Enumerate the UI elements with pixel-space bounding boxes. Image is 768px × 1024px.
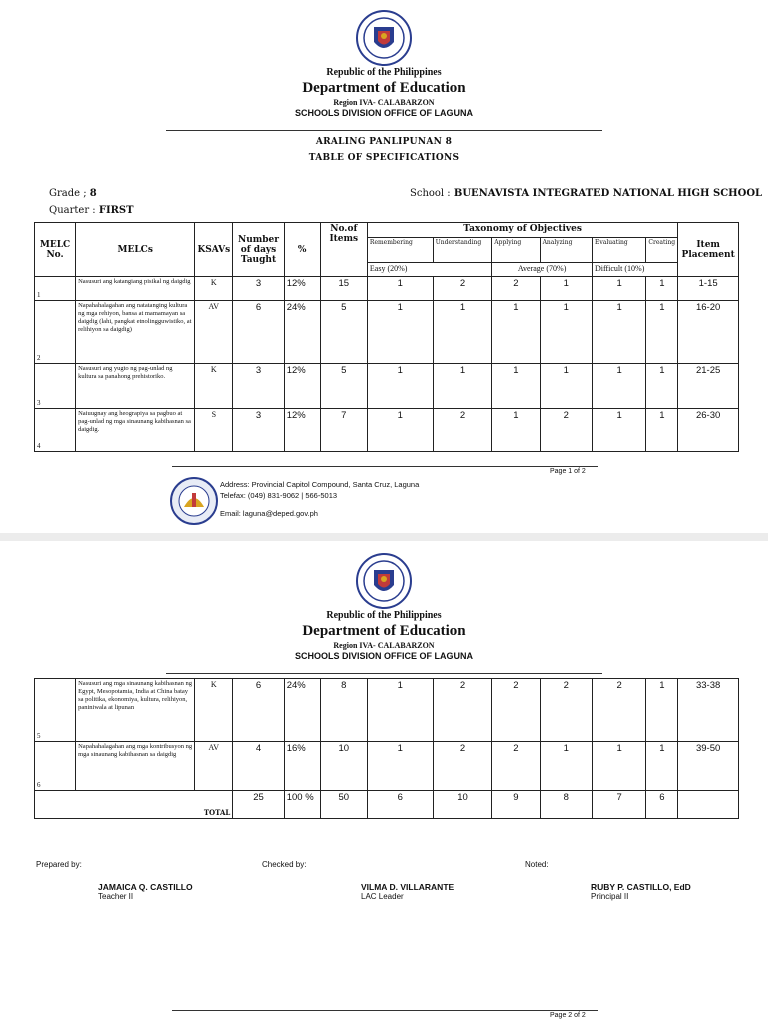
ksav: K <box>195 364 233 409</box>
understanding-count: 1 <box>433 301 492 364</box>
specifications-table-continued <box>34 678 739 819</box>
group-average: Average (70%) <box>492 263 593 277</box>
item-count: 15 <box>320 277 367 301</box>
header-division: SCHOOLS DIVISION OFFICE OF LAGUNA <box>294 108 473 118</box>
days-taught: 3 <box>233 277 284 301</box>
melc-number: 5 <box>35 679 76 742</box>
melc-text: Nasusuri ang yugto ng pag-unlad ng kultura sa panahong prehistoriko. <box>76 364 195 409</box>
percent: 24% <box>284 679 320 742</box>
ksav: AV <box>195 742 233 791</box>
melc-text: Nasusuri ang katangiang pisikal ng daigdig <box>76 277 195 301</box>
evaluating-count: 1 <box>592 364 645 409</box>
ksav: AV <box>195 301 233 364</box>
melc-text: Nasusuri ang mga sinaunang kabihasnan ng Egypt, Mesopotamia, India at China batay sa politika, ekonomiya, kultura, relihiyon, paniniwala at lipunan <box>76 679 195 742</box>
total-remembering: 6 <box>367 791 433 819</box>
noted-role: Principal II <box>591 892 629 901</box>
evaluating-count: 1 <box>592 409 645 452</box>
grade-label: Grade ; <box>49 188 87 199</box>
prepared-label: Prepared by: <box>36 860 82 869</box>
total-placement <box>678 791 739 819</box>
total-days: 25 <box>233 791 284 819</box>
melc-number: 4 <box>35 409 76 452</box>
header-items: No.of Items <box>320 223 367 277</box>
quarter-field <box>49 205 134 216</box>
melc-text: Napahahalagahan ang mga kontribusyon ng mga sinaunang kabihasnan sa daigdig <box>76 742 195 791</box>
item-placement: 39-50 <box>678 742 739 791</box>
creating-count: 1 <box>646 364 678 409</box>
table-row <box>35 679 739 742</box>
total-evaluating: 7 <box>592 791 645 819</box>
melc-text: Napahahalagahan ang natatanging kultura ng mga rehiyon, bansa at mamamayan sa daigdig (lahi, pangkat etnolingguwistiko, at relihiyon sa daigdig) <box>76 301 195 364</box>
group-difficult: Difficult (10%) <box>592 263 677 277</box>
analyzing-count: 1 <box>540 277 592 301</box>
percent: 16% <box>284 742 320 791</box>
item-placement: 16-20 <box>678 301 739 364</box>
header-melc-no: MELC No. <box>35 223 76 277</box>
analyzing-count: 1 <box>540 742 592 791</box>
grade-value: 8 <box>89 188 97 199</box>
applying-count: 1 <box>492 364 540 409</box>
header-region: Region IVA- CALABARZON <box>333 641 435 650</box>
applying-count: 2 <box>492 679 540 742</box>
level-remembering: Remembering <box>367 238 433 263</box>
level-analyzing: Analyzing <box>540 238 592 263</box>
quarter-value: FIRST <box>98 205 134 216</box>
melc-text: Naiuugnay ang heograpiya sa pagbuo at pag-unlad ng mga sinaunang kabihasnan sa daigdig. <box>76 409 195 452</box>
header-republic: Republic of the Philippines <box>326 610 442 621</box>
quarter-label: Quarter : <box>49 205 96 216</box>
footer-telefax: Telefax: (049) 831-9062 | 566-5013 <box>220 491 338 500</box>
analyzing-count: 1 <box>540 364 592 409</box>
noted-label: Noted: <box>525 860 549 869</box>
evaluating-count: 2 <box>592 679 645 742</box>
total-row <box>35 791 739 819</box>
percent: 12% <box>284 364 320 409</box>
footer-divider <box>172 466 598 467</box>
ksav: K <box>195 679 233 742</box>
specifications-table <box>34 222 739 452</box>
applying-count: 1 <box>492 409 540 452</box>
evaluating-count: 1 <box>592 742 645 791</box>
doc-subject: ARALING PANLIPUNAN 8 <box>315 137 453 147</box>
applying-count: 2 <box>492 742 540 791</box>
checked-role: LAC Leader <box>361 892 404 901</box>
creating-count: 1 <box>646 742 678 791</box>
checked-signatory <box>361 882 454 901</box>
ksav: S <box>195 409 233 452</box>
item-count: 10 <box>320 742 367 791</box>
group-easy: Easy (20%) <box>367 263 491 277</box>
remembering-count: 1 <box>367 679 433 742</box>
header-region: Region IVA- CALABARZON <box>333 98 435 107</box>
noted-signatory <box>591 882 691 901</box>
melc-number: 6 <box>35 742 76 791</box>
evaluating-count: 1 <box>592 301 645 364</box>
deped-seal-icon <box>356 553 412 609</box>
creating-count: 1 <box>646 409 678 452</box>
prepared-name: JAMAICA Q. CASTILLO <box>98 882 193 892</box>
page-break <box>0 533 768 541</box>
header-placement: Item Placement <box>678 223 739 277</box>
days-taught: 6 <box>233 301 284 364</box>
days-taught: 3 <box>233 409 284 452</box>
percent: 12% <box>284 409 320 452</box>
total-percent: 100 % <box>284 791 320 819</box>
prepared-role: Teacher II <box>98 892 134 901</box>
remembering-count: 1 <box>367 409 433 452</box>
understanding-count: 2 <box>433 679 492 742</box>
creating-count: 1 <box>646 277 678 301</box>
percent: 24% <box>284 301 320 364</box>
remembering-count: 1 <box>367 364 433 409</box>
item-count: 5 <box>320 364 367 409</box>
level-creating: Creating <box>646 238 678 263</box>
header-ksavs: KSAVs <box>195 223 233 277</box>
total-understanding: 10 <box>433 791 492 819</box>
analyzing-count: 2 <box>540 679 592 742</box>
school-value: BUENAVISTA INTEGRATED NATIONAL HIGH SCHOOL <box>453 188 763 199</box>
level-understanding: Understanding <box>433 238 492 263</box>
school-label: School : <box>410 188 451 199</box>
total-creating: 6 <box>646 791 678 819</box>
header-days: Number of days Taught <box>233 223 284 277</box>
header-percent: % <box>284 223 320 277</box>
table-row <box>35 301 739 364</box>
doc-title: TABLE OF SPECIFICATIONS <box>308 153 460 163</box>
melc-number: 2 <box>35 301 76 364</box>
table-row <box>35 277 739 301</box>
item-placement: 21-25 <box>678 364 739 409</box>
header-division: SCHOOLS DIVISION OFFICE OF LAGUNA <box>294 651 473 661</box>
understanding-count: 1 <box>433 364 492 409</box>
understanding-count: 2 <box>433 409 492 452</box>
analyzing-count: 2 <box>540 409 592 452</box>
table-row <box>35 409 739 452</box>
remembering-count: 1 <box>367 742 433 791</box>
noted-name: RUBY P. CASTILLO, EdD <box>591 882 691 892</box>
header-melcs: MELCs <box>76 223 195 277</box>
header-divider <box>166 673 602 674</box>
level-applying: Applying <box>492 238 540 263</box>
applying-count: 2 <box>492 277 540 301</box>
evaluating-count: 1 <box>592 277 645 301</box>
understanding-count: 2 <box>433 742 492 791</box>
grade-field <box>49 188 97 199</box>
header-department: Department of Education <box>302 80 466 96</box>
total-label: TOTAL <box>35 791 233 819</box>
melc-number: 3 <box>35 364 76 409</box>
applying-count: 1 <box>492 301 540 364</box>
remembering-count: 1 <box>367 277 433 301</box>
ksav: K <box>195 277 233 301</box>
total-applying: 9 <box>492 791 540 819</box>
footer-email: Email: laguna@deped.gov.ph <box>220 509 318 518</box>
remembering-count: 1 <box>367 301 433 364</box>
header-divider <box>166 130 602 131</box>
footer-address: Address: Provincial Capitol Compound, Santa Cruz, Laguna <box>220 480 420 489</box>
header-republic: Republic of the Philippines <box>326 67 442 78</box>
footer-divider <box>172 1010 598 1011</box>
checked-label: Checked by: <box>262 860 307 869</box>
understanding-count: 2 <box>433 277 492 301</box>
table-row <box>35 742 739 791</box>
page-number: Page 1 of 2 <box>550 468 586 475</box>
school-field <box>410 188 762 199</box>
table-row <box>35 364 739 409</box>
total-analyzing: 8 <box>540 791 592 819</box>
days-taught: 3 <box>233 364 284 409</box>
item-count: 5 <box>320 301 367 364</box>
item-count: 7 <box>320 409 367 452</box>
prepared-signatory <box>98 882 193 901</box>
days-taught: 6 <box>233 679 284 742</box>
creating-count: 1 <box>646 679 678 742</box>
item-placement: 33-38 <box>678 679 739 742</box>
level-evaluating: Evaluating <box>592 238 645 263</box>
days-taught: 4 <box>233 742 284 791</box>
header-department: Department of Education <box>302 623 466 639</box>
creating-count: 1 <box>646 301 678 364</box>
deped-seal-icon <box>356 10 412 66</box>
sdo-laguna-logo-icon <box>170 477 218 525</box>
melc-number: 1 <box>35 277 76 301</box>
item-placement: 26-30 <box>678 409 739 452</box>
page-number: Page 2 of 2 <box>550 1012 586 1019</box>
header-taxonomy: Taxonomy of Objectives <box>367 223 677 238</box>
checked-name: VILMA D. VILLARANTE <box>361 882 455 892</box>
item-count: 8 <box>320 679 367 742</box>
item-placement: 1-15 <box>678 277 739 301</box>
total-items: 50 <box>320 791 367 819</box>
percent: 12% <box>284 277 320 301</box>
analyzing-count: 1 <box>540 301 592 364</box>
